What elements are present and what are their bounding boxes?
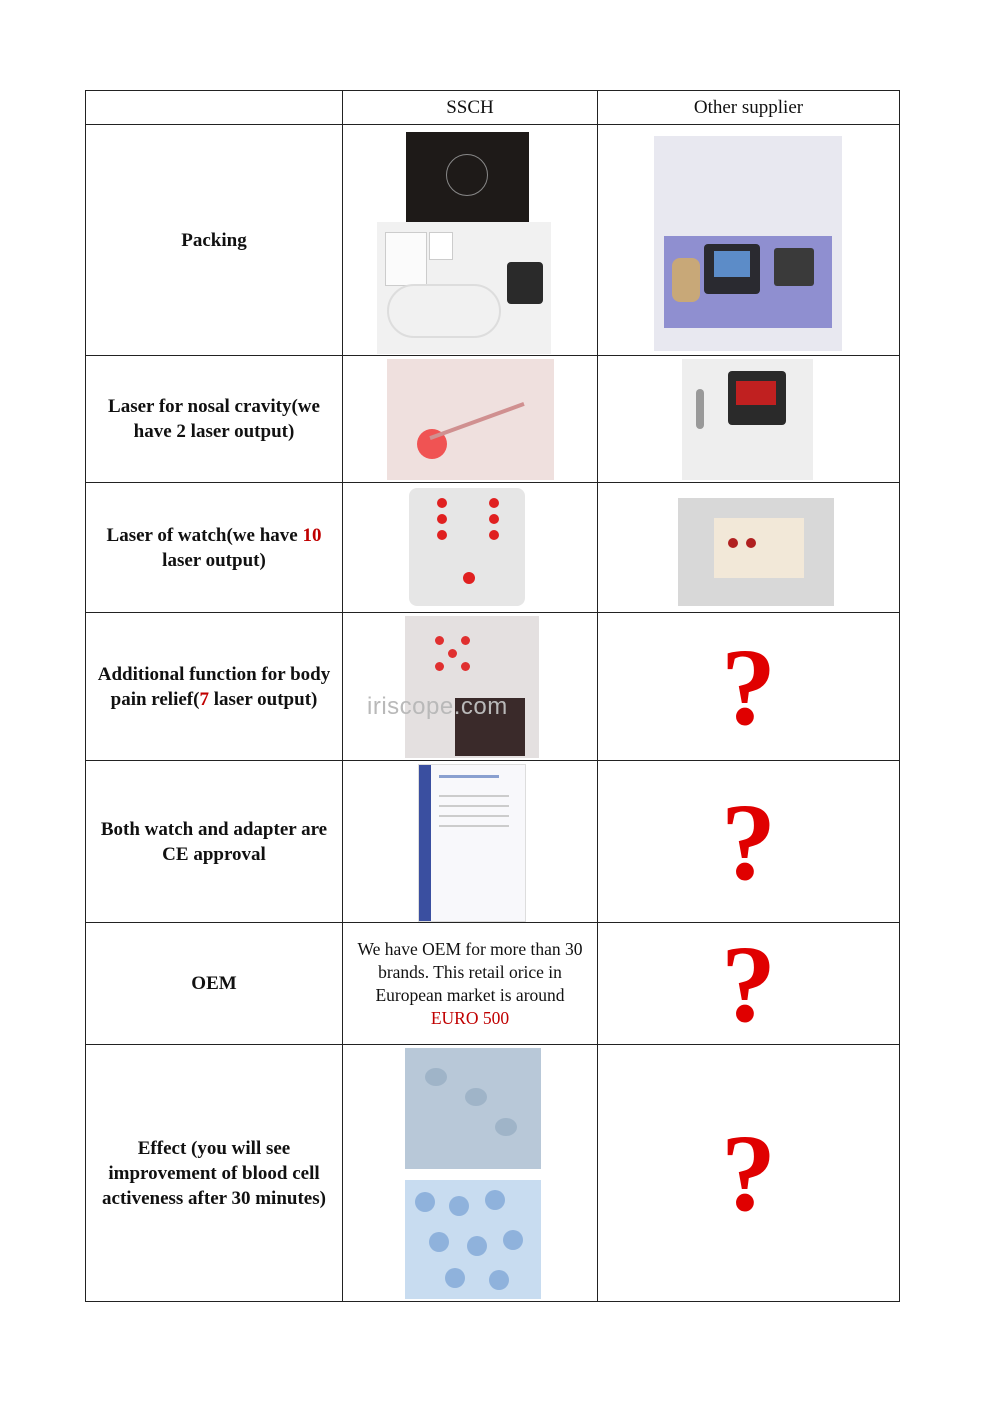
- watermark: iriscope.com: [367, 693, 508, 720]
- ssch-packing-image: [343, 125, 598, 356]
- blue-box-photo: [654, 136, 842, 351]
- other-watch-underside-photo: [678, 498, 834, 606]
- header-empty: [86, 91, 343, 125]
- pain-relief-pad-photo: [405, 616, 539, 758]
- ce-certificate-photo: [418, 764, 526, 922]
- row-label: Both watch and adapter are CE approval: [86, 761, 343, 923]
- ssch-ce-certificate-image: [343, 761, 598, 923]
- row-label: Effect (you will see improvement of blood cell activeness after 30 minutes): [86, 1045, 343, 1302]
- ssch-blood-cell-images: [343, 1045, 598, 1302]
- ssch-oem-text: We have OEM for more than 30 brands. This retail orice in European market is around EURO 500: [343, 923, 598, 1045]
- blood-cells-after-photo: [405, 1180, 541, 1299]
- row-oem: [86, 923, 900, 1045]
- other-watch-laser-image: [598, 483, 900, 613]
- row-watch-laser: [86, 483, 900, 613]
- row-pain-relief: [86, 613, 900, 761]
- black-box-photo: [406, 132, 529, 224]
- device-contents-photo: [377, 222, 551, 354]
- nasal-laser-photo: [387, 359, 554, 480]
- blood-cells-before-photo: [405, 1048, 541, 1169]
- header-row: [86, 91, 900, 125]
- other-pain-relief-unknown: [598, 613, 900, 761]
- question-mark: ?: [721, 625, 776, 748]
- question-mark: ?: [721, 780, 776, 903]
- row-packing: [86, 125, 900, 356]
- question-mark: ?: [721, 1112, 776, 1234]
- row-label: Laser for nosal cravity(we have 2 laser output): [86, 356, 343, 483]
- other-packing-image: [598, 125, 900, 356]
- ssch-pain-relief-image: [343, 613, 598, 761]
- question-mark: ?: [721, 922, 776, 1045]
- watch-with-probe-photo: [682, 359, 813, 480]
- row-label: OEM: [86, 923, 343, 1045]
- ssch-nasal-laser-image: [343, 356, 598, 483]
- other-oem-unknown: [598, 923, 900, 1045]
- header-other-supplier: Other supplier: [598, 91, 900, 125]
- watch-underside-photo: [409, 488, 525, 606]
- other-nasal-laser-image: [598, 356, 900, 483]
- row-label: Laser of watch(we have 10 laser output): [86, 483, 343, 613]
- row-label: Packing: [86, 125, 343, 356]
- row-ce-approval: [86, 761, 900, 923]
- row-nasal-laser: [86, 356, 900, 483]
- other-ce-unknown: [598, 761, 900, 923]
- row-label: Additional function for body pain relief(7 laser output): [86, 613, 343, 761]
- other-effect-unknown: [598, 1045, 900, 1302]
- row-effect: [86, 1045, 900, 1302]
- header-ssch: SSCH: [343, 91, 598, 125]
- ssch-watch-laser-image: [343, 483, 598, 613]
